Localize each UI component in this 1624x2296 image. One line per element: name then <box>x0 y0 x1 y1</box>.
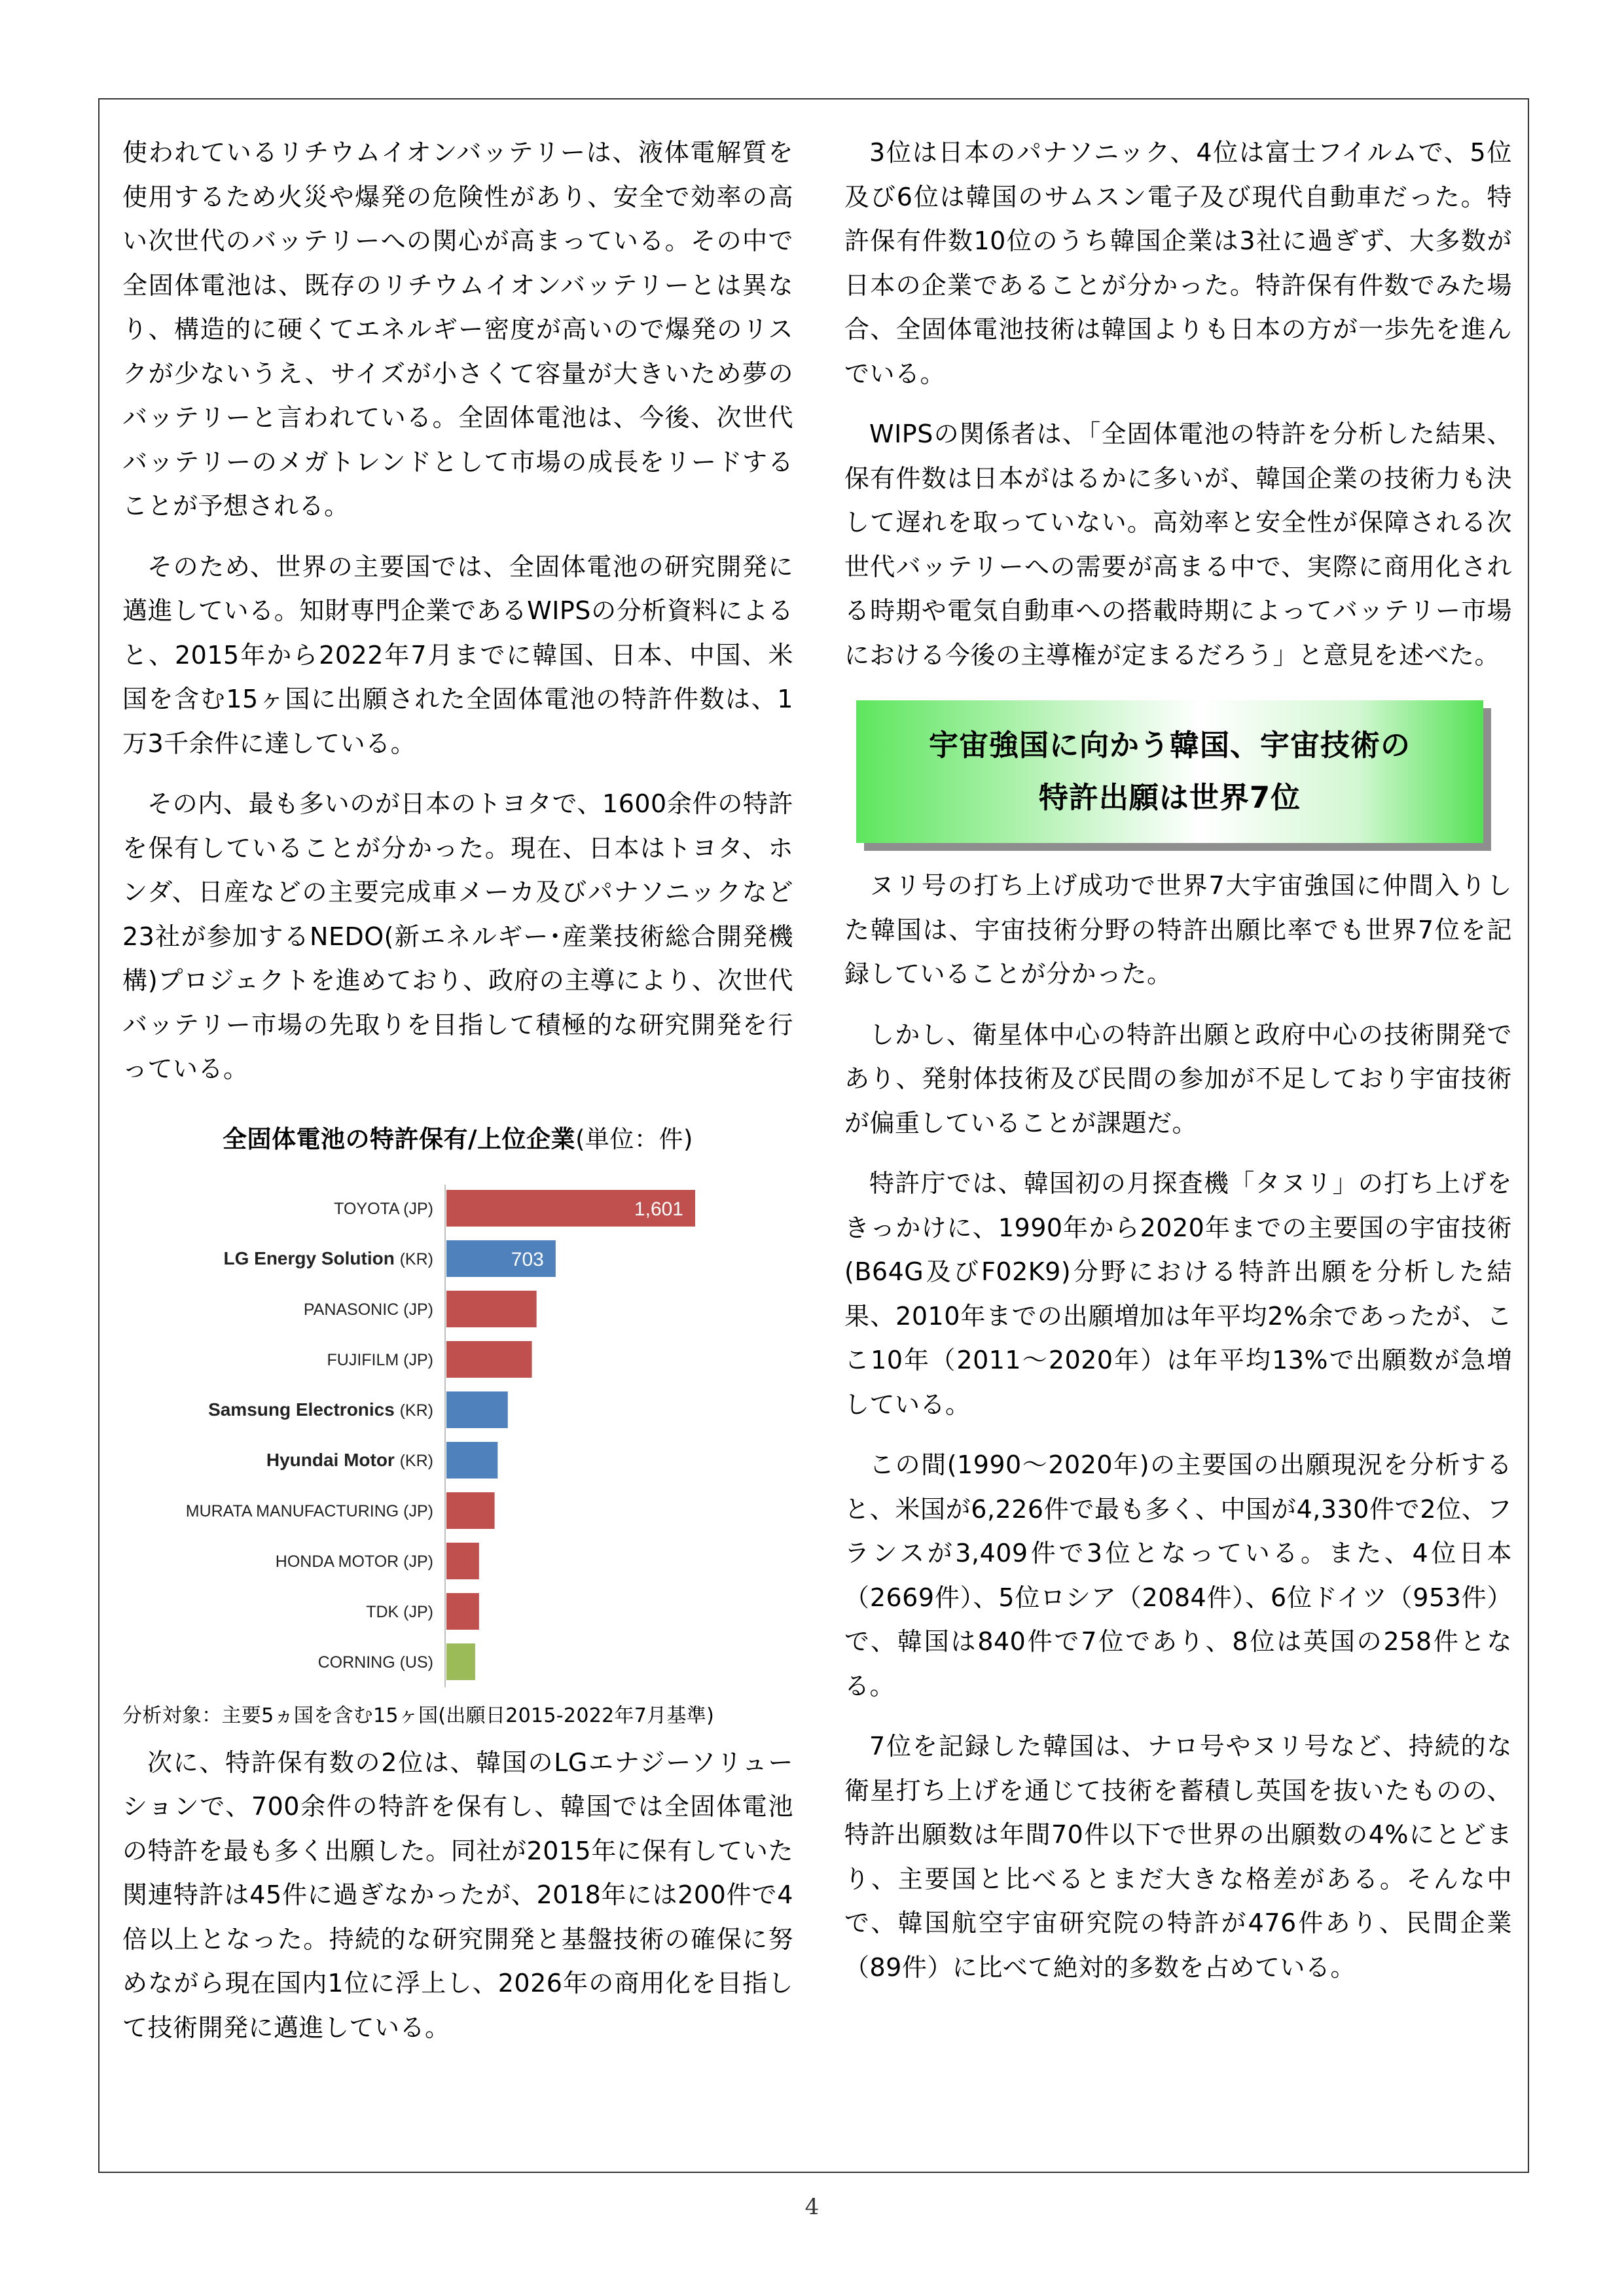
chart-title-text: 全固体電池の特許保有/上位企業 <box>223 1124 576 1153</box>
chart-value-label: 1,601 <box>634 1198 683 1220</box>
chart-value-label: 703 <box>511 1248 544 1270</box>
chart-bar <box>446 1492 495 1529</box>
chart-category-label <box>304 1300 433 1319</box>
chart-category-label <box>266 1450 433 1470</box>
chart-category-label <box>223 1248 433 1268</box>
chart-bar <box>446 1291 537 1327</box>
chart-category-name: PANASONIC <box>303 1300 404 1319</box>
chart-category-country: (KR) <box>399 1401 433 1420</box>
left-paragraph-2: そのため、世界の主要国では、全固体電池の研究開発に邁進している。知財専門企業であるWIPSの分析資料によると、2015年から2022年7月までに韓国、日本、中国、米国を含む15ヶ国に出願された全固体電池の特許件数は、1万3千余件に達している。 <box>122 552 793 758</box>
patent-bar-chart <box>122 1175 793 1699</box>
chart-category-country: (JP) <box>403 1501 433 1520</box>
left-paragraph-1: 使われているリチウムイオンバッテリーは、液体電解質を使用するため火災や爆発の危険性があり、安全で効率の高い次世代のバッテリーへの関心が高まっている。その中で全固体電池は、既存のリチウムイオンバッテリーとは異なり、構造的に硬くてエネルギー密度が高いので爆発のリスクが少ないうえ、サイズが小さくて容量が大きいため夢のバッテリーと言われている。全固体電池は、今後、次世代バッテリーのメガトレンドとして市場の成長をリードすることが予想される。 <box>122 138 793 520</box>
chart-category-country: (JP) <box>403 1552 433 1571</box>
right-column <box>844 131 1512 2006</box>
right-paragraph-3: ヌリ号の打ち上げ成功で世界7大宇宙強国に仲間入りした韓国は、宇宙技術分野の特許出願比率でも世界7位を記録していることが分かった。 <box>844 871 1512 988</box>
chart-category-label <box>327 1351 434 1369</box>
section-heading-line-2: 特許出願は世界7位 <box>1038 780 1301 815</box>
chart-bar <box>446 1643 475 1680</box>
chart-category-country: (JP) <box>403 1199 433 1218</box>
section-heading-line-1: 宇宙強国に向かう韓国、宇宙技術の <box>928 728 1411 762</box>
chart-category-name: FUJIFILM <box>327 1350 404 1369</box>
chart-note: 分析対象：主要5ヵ国を含む15ヶ国(出願日2015-2022年7月基準) <box>122 1704 715 1727</box>
chart-bar <box>446 1543 479 1579</box>
chart-category-country: (JP) <box>403 1300 433 1319</box>
left-paragraph-3: その内、最も多いのが日本のトヨタで、1600余件の特許を保有していることが分かった。現在、日本はトヨタ、ホンダ、日産などの主要完成車メーカ及びパナソニックなど23社が参加するNEDO(新エネルギー･産業技術総合開発機構)プロジェクトを進めており、政府の主導により、次世代バッテリー市場の先取りを目指して積極的な研究開発を行っている。 <box>122 789 793 1083</box>
chart-category-label <box>208 1399 433 1420</box>
chart-category-name: Samsung Electronics <box>208 1399 400 1420</box>
chart-category-name: TOYOTA <box>334 1199 404 1218</box>
chart-category-label <box>334 1200 433 1218</box>
chart-category-country: (JP) <box>403 1350 433 1369</box>
chart-category-label <box>318 1653 433 1672</box>
chart-title <box>122 1123 793 1156</box>
section-heading-panel <box>856 700 1483 843</box>
section-heading <box>856 700 1491 851</box>
right-paragraph-1: 3位は日本のパナソニック、4位は富士フイルムで、5位及び6位は韓国のサムスン電子及び現代自動車だった。特許保有件数10位のうち韓国企業は3社に過ぎず、大多数が日本の企業であることが分かった。特許保有件数でみた場合、全固体電池技術は韓国よりも日本の方が一歩先を進んでいる。 <box>844 138 1512 388</box>
chart-category-country: (KR) <box>399 1451 433 1470</box>
chart-category-country: (JP) <box>403 1602 433 1621</box>
chart-category-country: (US) <box>399 1653 433 1672</box>
chart-bar <box>446 1593 479 1630</box>
chart-svg <box>122 1175 793 1699</box>
chart-category-name: LG Energy Solution <box>223 1247 400 1268</box>
chart-category-name: MURATA MANUFACTURING <box>185 1501 404 1520</box>
page-number: 4 <box>804 2194 820 2220</box>
chart-category-name: TDK <box>366 1602 404 1621</box>
right-paragraph-2: WIPSの関係者は、「全固体電池の特許を分析した結果、保有件数は日本がはるかに多いが、韓国企業の技術力も決して遅れを取っていない。高効率と安全性が保障される次世代バッテリーへの需要が高まる中で、実際に商用化される時期や電気自動車への搭載時期によってバッテリー市場における今後の主導権が定まるだろう」と意見を述べた。 <box>844 420 1512 670</box>
chart-category-name: HONDA MOTOR <box>275 1552 404 1571</box>
chart-category-country: (KR) <box>399 1249 433 1268</box>
right-paragraph-6: この間(1990～2020年)の主要国の出願現況を分析すると、米国が6,226件で最も多く、中国が4,330件で2位、フランスが3,409件で3位となっている。また、4位日本（2669件）、5位ロシア（2084件）、6位ドイツ（953件）で、韓国は840件で7位であり、8位は英国の258件となる。 <box>844 1450 1512 1700</box>
chart-bar <box>446 1391 508 1428</box>
right-paragraph-4: しかし、衛星体中心の特許出願と政府中心の技術開発であり、発射体技術及び民間の参加が不足しており宇宙技術が偏重していることが課題だ。 <box>844 1020 1512 1138</box>
chart-category-name: Hyundai Motor <box>266 1449 400 1470</box>
chart-category-label <box>186 1502 433 1520</box>
left-paragraph-4: 次に、特許保有数の2位は、韓国のLGエナジーソリューションで、700余件の特許を保有し、韓国では全固体電池の特許を最も多く出願した。同社が2015年に保有していた関連特許は45件に過ぎなかったが、2018年には200件で4倍以上となった。持続的な研究開発と基盤技術の確保に努めながら現在国内1位に浮上し、2026年の商用化を目指して技術開発に邁進している。 <box>122 1748 793 2042</box>
chart-bar <box>446 1442 497 1479</box>
chart-category-name: CORNING <box>317 1653 400 1672</box>
chart-category-label <box>276 1552 433 1571</box>
chart-unit: (単位：件) <box>575 1124 693 1153</box>
chart-bar <box>446 1341 532 1378</box>
left-column <box>122 131 793 2066</box>
right-paragraph-7: 7位を記録した韓国は、ナロ号やヌリ号など、持続的な衛星打ち上げを通じて技術を蓄積し英国を抜いたものの、特許出願数は年間70件以下で世界の出願数の4%にとどまり、主要国と比べるとまだ大きな格差がある。そんな中で、韓国航空宇宙研究院の特許が476件あり、民間企業（89件）に比べて絶対的多数を占めている。 <box>844 1732 1512 1982</box>
chart-category-label <box>366 1603 433 1621</box>
right-paragraph-5: 特許庁では、韓国初の月探査機「タヌリ」の打ち上げをきっかけに、1990年から2020年までの主要国の宇宙技術(B64G及びF02K9)分野における特許出願を分析した結果、2010年までの出願増加は年平均2%余であったが、ここ10年（2011～2020年）は年平均13%で出願数が急増している。 <box>844 1169 1512 1419</box>
